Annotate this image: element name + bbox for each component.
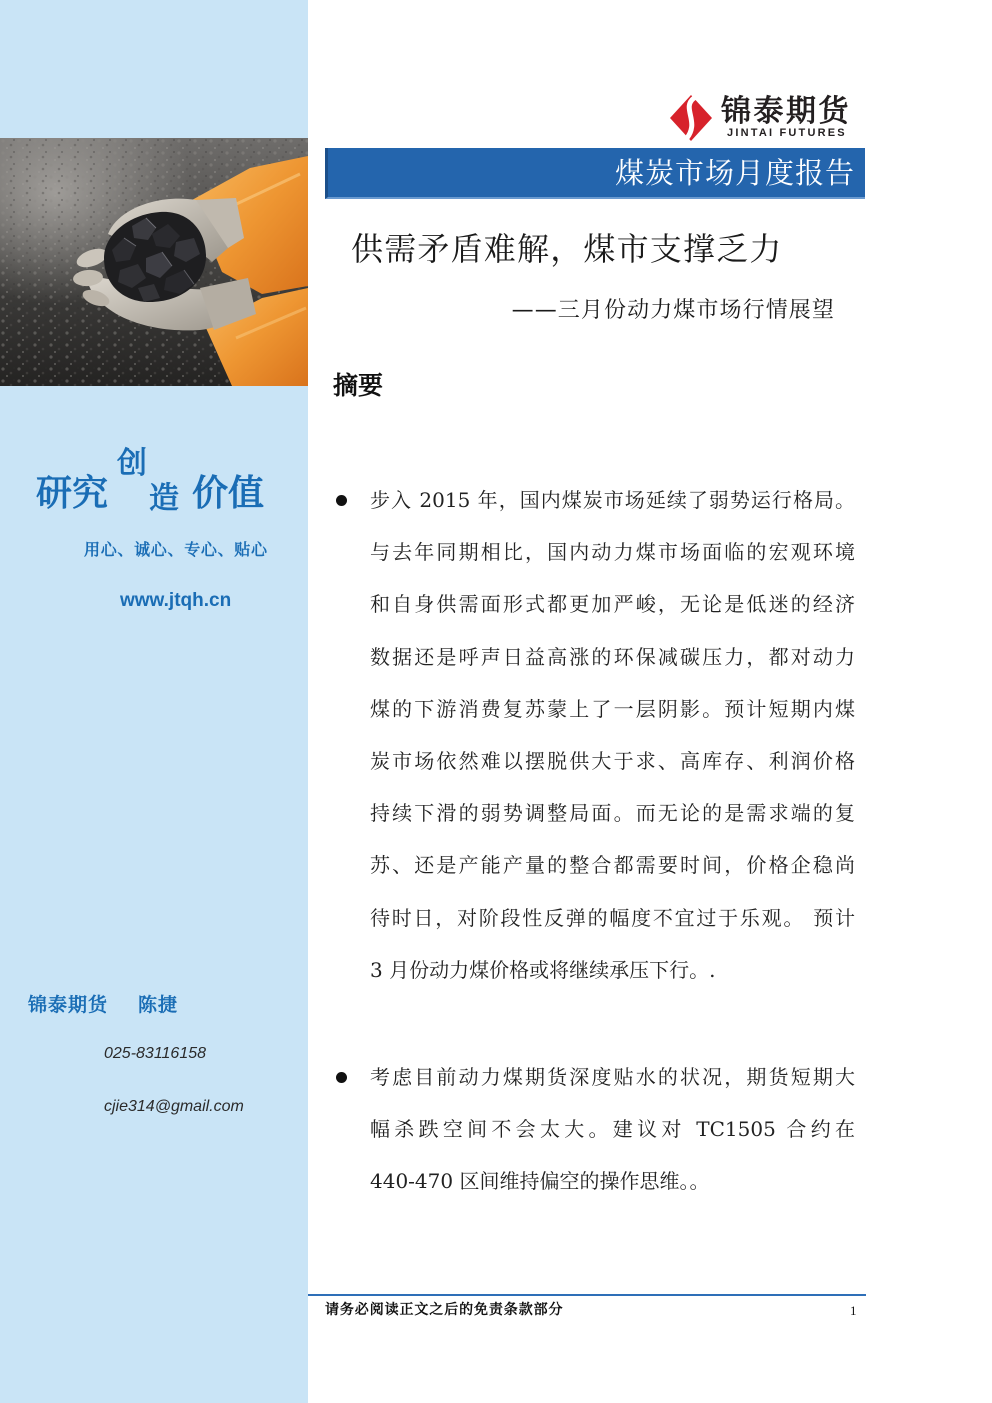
website-link[interactable]: www.jtqh.cn <box>120 590 232 611</box>
bullet-line: 和自身供需面形式都更加严峻，无论是低迷的经济 <box>370 592 855 617</box>
bullet-line: 待时日，对阶段性反弹的幅度不宜过于乐观。 预计 <box>370 905 855 930</box>
bullet-line: 持续下滑的弱势调整局面。而无论的是需求端的复 <box>370 801 855 826</box>
bullet-line: 炭市场依然难以摆脱供大于求、高库存、利润价格 <box>370 748 855 773</box>
bullet-line: 考虑目前动力煤期货深度贴水的状况，期货短期大 <box>370 1065 855 1089</box>
abstract-bullet-1 <box>370 474 855 996</box>
bullet-line: 440-470 区间维持偏空的操作思维。。 <box>370 1169 710 1194</box>
jintai-logo-icon <box>669 94 713 142</box>
abstract-heading: 摘要 <box>333 371 384 400</box>
slogan-create: 创 <box>117 446 147 481</box>
report-series-title: 煤炭市场月度报告 <box>614 156 855 190</box>
bullet-dot <box>336 495 347 506</box>
author-name: 陈捷 <box>138 994 179 1016</box>
company-motto: 用心、诚心、专心、贴心 <box>84 540 268 559</box>
abstract-bullet-2 <box>370 1051 855 1208</box>
slogan-make: 造 <box>149 481 179 516</box>
bullet-line: 数据还是呼声日益高涨的环保减碳压力，都对动力 <box>370 644 855 669</box>
bullet-line: 步入 2015 年，国内煤炭市场延续了弱势运行格局。 <box>370 488 855 512</box>
author-company: 锦泰期货 <box>28 994 109 1016</box>
bullet-line: 煤的下游消费复苏蒙上了一层阴影。预计短期内煤 <box>370 696 855 721</box>
author-email[interactable]: cjie314@gmail.com <box>104 1098 244 1115</box>
bullet-line: 幅杀跌空间不会太大。建议对 TC1505 合约在 <box>370 1117 855 1142</box>
slogan-research: 研究 <box>36 473 109 514</box>
report-title: 供需矛盾难解，煤市支撑乏力 <box>351 230 783 268</box>
page-number: 1 <box>850 1303 857 1318</box>
slogan-value: 价值 <box>192 473 265 514</box>
bullet-line: 苏、还是产能产量的整合都需要时间，价格企稳尚 <box>370 853 855 878</box>
report-subtitle: ——三月份动力煤市场行情展望 <box>511 298 835 323</box>
footer-disclaimer: 请务必阅读正文之后的免责条款部分 <box>325 1302 564 1318</box>
bullet-line: 3 月份动力煤价格或将继续承压下行。. <box>370 957 716 982</box>
report-banner <box>325 148 865 199</box>
bullet-dot <box>336 1072 347 1083</box>
sidebar <box>0 0 308 1403</box>
bullet-line: 与去年同期相比，国内动力煤市场面临的宏观环境 <box>370 540 855 565</box>
coal-photo <box>0 138 308 386</box>
footer-divider <box>308 1294 866 1296</box>
brand-name-cn: 锦泰期货 <box>721 94 851 129</box>
author-phone: 025-83116158 <box>104 1045 207 1062</box>
brand-name-en: JINTAI FUTURES <box>727 127 847 139</box>
